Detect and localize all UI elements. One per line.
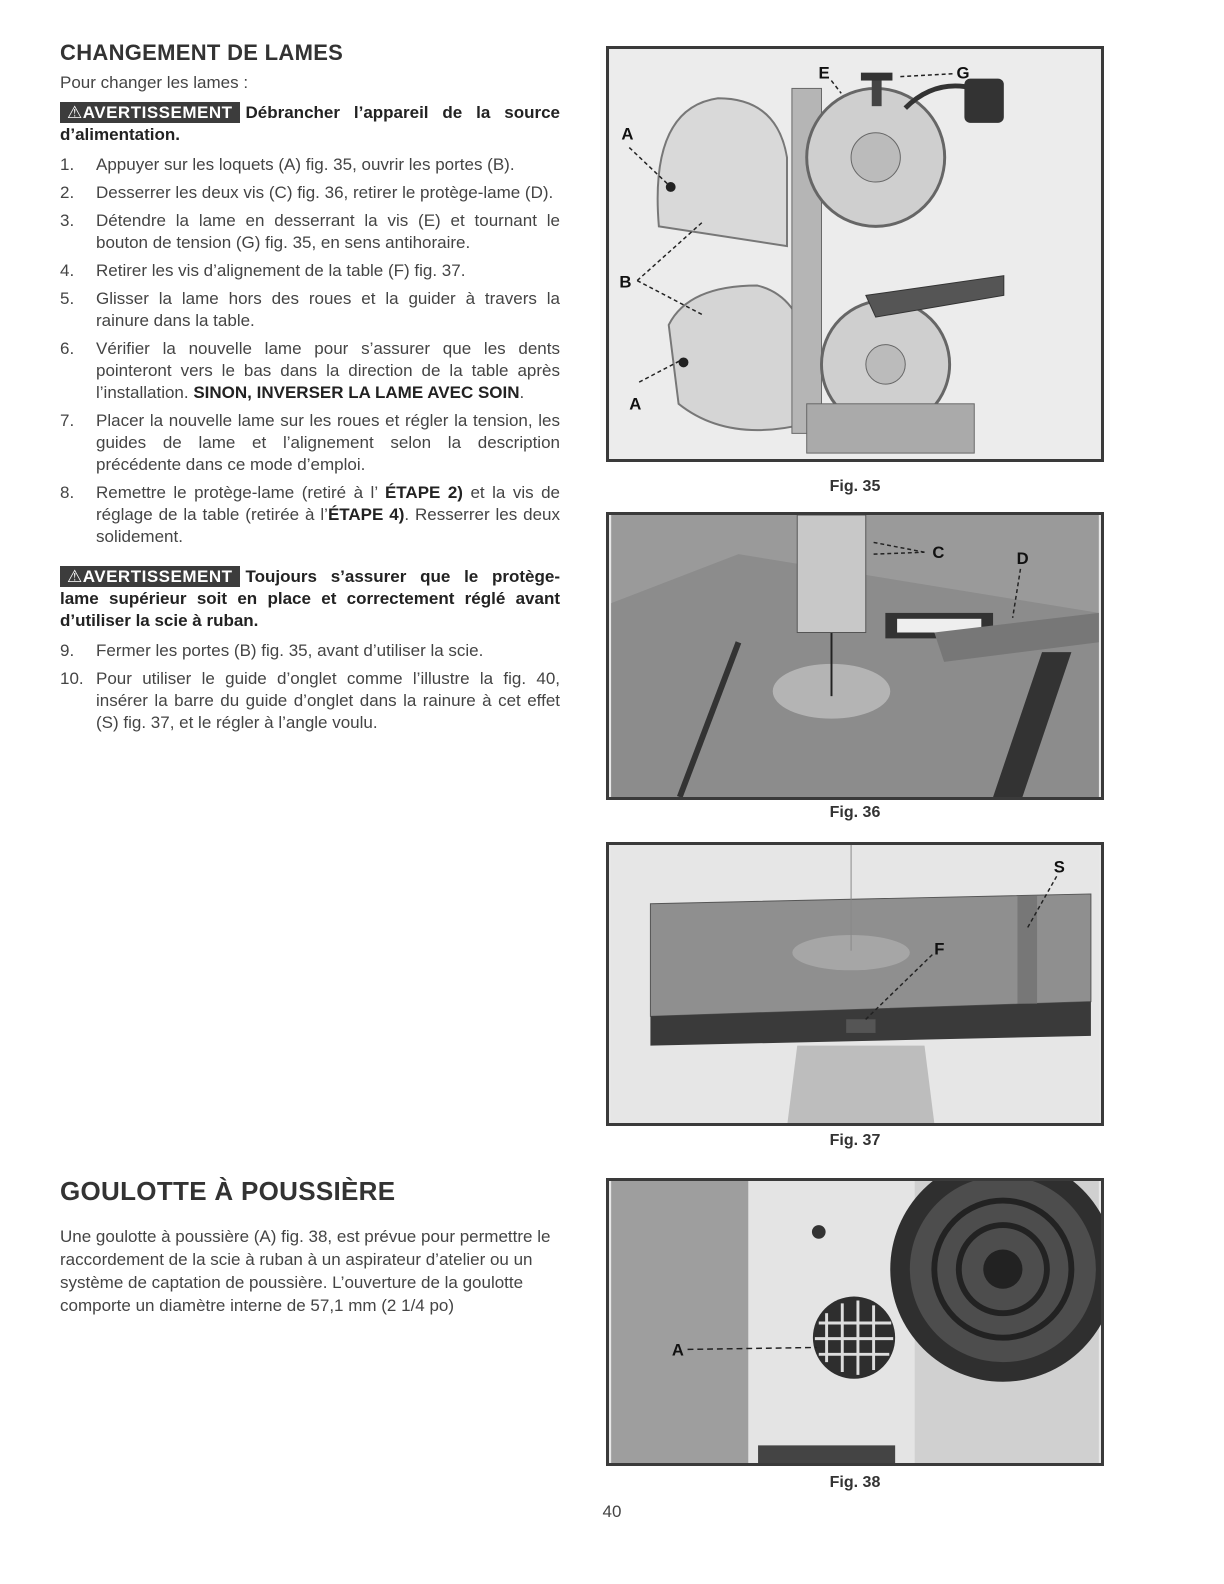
dust-port-illustration xyxy=(609,1181,1101,1463)
warning-1 xyxy=(60,102,560,146)
fig35-label-g: G xyxy=(956,63,970,83)
figure-38-caption: Fig. 38 xyxy=(829,1474,881,1491)
fig37-label-s: S xyxy=(1053,857,1065,877)
figure-36-image xyxy=(606,512,1104,800)
warning-2 xyxy=(60,566,560,632)
fig35-label-b: B xyxy=(619,272,632,292)
list-item: 5. Glisser la lame hors des roues et la guider à travers la rainure dans la table. xyxy=(60,289,560,330)
figure-37-caption: Fig. 37 xyxy=(829,1132,881,1149)
figure-35-image xyxy=(606,46,1104,462)
figure-37-image xyxy=(606,842,1104,1126)
figure-38-image xyxy=(606,1178,1104,1466)
intro-text: Pour changer les lames : xyxy=(60,73,249,92)
warning-1-text: Débrancher l’appareil de la source d’alimentation. xyxy=(60,103,560,144)
fig35-label-e: E xyxy=(818,63,830,83)
list-item: 6. Vérifier la nouvelle lame pour s’assurer que les dents pointeront vers le bas dans la direction de la table après l’installation. SINON, INVERSER LA LAME AVEC SOIN. xyxy=(60,339,560,402)
list-item: 2. Desserrer les deux vis (C) fig. 36, retirer le protège-lame (D). xyxy=(60,183,554,202)
bandsaw-doors-illustration xyxy=(609,49,1101,459)
list-item: 3. Détendre la lame en desserrant la vis (E) et tournant le bouton de tension (G) fig. 35, en sens antihoraire. xyxy=(60,211,560,252)
warning-badge: ⚠AVERTISSEMENT xyxy=(60,566,240,587)
fig35-label-a-top: A xyxy=(621,124,634,144)
left-column xyxy=(60,40,560,740)
table-alignment-illustration xyxy=(609,845,1101,1123)
section-title-goulotte: GOULOTTE À POUSSIÈRE xyxy=(60,1176,396,1206)
warning-badge: ⚠AVERTISSEMENT xyxy=(60,102,240,123)
list-item: 9. Fermer les portes (B) fig. 35, avant d’utiliser la scie. xyxy=(60,641,484,660)
figure-35-caption: Fig. 35 xyxy=(829,478,881,495)
steps-list-a xyxy=(60,154,560,548)
list-item: 7. Placer la nouvelle lame sur les roues et régler la tension, les guides de lame et l’alignement selon la description précédente dans ce mode d’emploi. xyxy=(60,411,560,474)
fig37-label-f: F xyxy=(934,939,945,959)
goulotte-text: Une goulotte à poussière (A) fig. 38, est prévue pour permettre le raccordement de la scie à ruban à un aspirateur d’atelier ou un système de captation de poussière. L’ouverture de la goulotte comporte un diamètre interne de 57,1 mm (2 1/4 po) xyxy=(60,1227,551,1315)
fig36-label-d: D xyxy=(1016,548,1029,568)
list-item: 8. Remettre le protège-lame (retiré à l’ ÉTAPE 2) et la vis de réglage de la table (retirée à l’ÉTAPE 4). Resserrer les deux solidement. xyxy=(60,483,560,546)
page-number: 40 xyxy=(602,1502,622,1521)
section-goulotte xyxy=(60,1176,560,1317)
fig38-label-a: A xyxy=(671,1340,684,1360)
list-item: 4. Retirer les vis d’alignement de la table (F) fig. 37. xyxy=(60,261,466,280)
fig36-label-c: C xyxy=(932,543,945,563)
warning-2-text: Toujours s’assurer que le protège-lame supérieur soit en place et correctement réglé avant d’utiliser la scie à ruban. xyxy=(60,567,560,630)
list-item: 1. Appuyer sur les loquets (A) fig. 35, ouvrir les portes (B). xyxy=(60,155,515,174)
blade-guard-illustration xyxy=(609,515,1101,797)
section-title-changement: CHANGEMENT DE LAMES xyxy=(60,40,344,65)
fig35-label-a-bottom: A xyxy=(629,394,642,414)
figure-36-caption: Fig. 36 xyxy=(829,804,881,821)
list-item: 10. Pour utiliser le guide d’onglet comme l’illustre la fig. 40, insérer la barre du guide d’onglet dans la rainure à cet effet (S) fig. 37, et le régler à l’angle voulu. xyxy=(60,669,560,732)
steps-list-b xyxy=(60,640,560,734)
